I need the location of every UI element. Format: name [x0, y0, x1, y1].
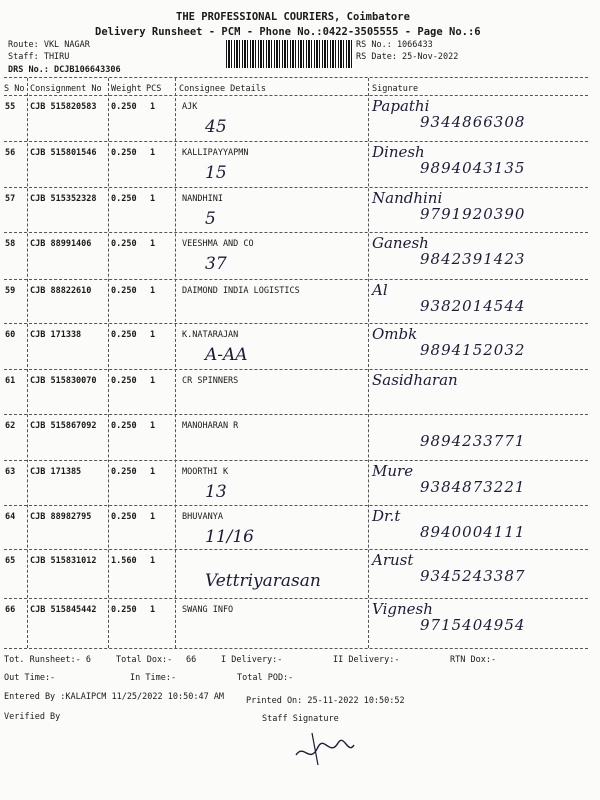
col-header-signature: Signature [372, 84, 419, 94]
row-signature: Nandhini [372, 189, 443, 207]
row-consignment-no: CJB 515831012 [30, 556, 97, 566]
row-phone: 9715404954 [420, 616, 526, 634]
row-phone: 8940004111 [420, 523, 526, 541]
col-header-pcs: PCS [146, 84, 162, 94]
row-consignee: DAIMOND INDIA LOGISTICS [182, 286, 300, 296]
row-handwritten-note: Vettriyarasan [205, 571, 321, 591]
tot-runsheet: Tot. Runsheet:- 6 [4, 655, 91, 665]
row-consignment-no: CJB 515352328 [30, 194, 97, 204]
row-weight: 0.250 [111, 102, 137, 112]
row-signature: Sasidharan [372, 371, 458, 389]
row-consignment-no: CJB 88982795 [30, 512, 92, 522]
row-sno: 55 [5, 102, 16, 112]
row-pcs: 1 [150, 148, 156, 158]
row-consignment-no: CJB 171338 [30, 330, 82, 340]
row-sno: 65 [5, 556, 16, 566]
row-signature: Al [372, 281, 388, 299]
row-pcs: 1 [150, 286, 156, 296]
row-consignment-no: CJB 171385 [30, 467, 82, 477]
row-phone: 9344866308 [420, 113, 526, 131]
table-row [0, 323, 600, 369]
row-consignment-no: CJB 515845442 [30, 605, 97, 615]
row-consignee: KALLIPAYYAPMN [182, 148, 249, 158]
rs-number: RS No.: 1066433 [356, 40, 433, 50]
row-sno: 66 [5, 605, 16, 615]
col-header-sno: S No [4, 84, 25, 94]
row-weight: 0.250 [111, 467, 137, 477]
staff-signature-label: Staff Signature [262, 714, 339, 724]
route-label: Route: VKL NAGAR [8, 40, 90, 50]
row-phone: 9382014544 [420, 297, 526, 315]
table-row [0, 460, 600, 505]
row-weight: 0.250 [111, 239, 137, 249]
col-header-consignment: Consignment No [30, 84, 102, 94]
row-phone: 9894043135 [420, 159, 526, 177]
row-signature: Dinesh [372, 143, 425, 161]
row-phone: 9842391423 [420, 250, 526, 268]
row-pcs: 1 [150, 194, 156, 204]
row-weight: 0.250 [111, 512, 137, 522]
row-phone: 9791920390 [420, 205, 526, 223]
i-delivery-label: I Delivery:- [221, 655, 283, 665]
table-bottom-rule [4, 648, 588, 649]
row-consignment-no: CJB 515801546 [30, 148, 97, 158]
row-pcs: 1 [150, 376, 156, 386]
row-pcs: 1 [150, 467, 156, 477]
entered-by: Entered By :KALAIPCM 11/25/2022 10:50:47 AM [4, 692, 225, 702]
row-consignee: MANOHARAN R [182, 421, 239, 431]
table-row [0, 369, 600, 414]
row-pcs: 1 [150, 556, 156, 566]
row-handwritten-note: 45 [205, 117, 227, 137]
staff-label: Staff: THIRU [8, 52, 70, 62]
in-time-label: In Time:- [130, 673, 177, 683]
table-row [0, 232, 600, 279]
row-handwritten-note: 15 [205, 163, 227, 183]
row-sno: 63 [5, 467, 16, 477]
row-consignment-no: CJB 515830070 [30, 376, 97, 386]
row-sno: 60 [5, 330, 16, 340]
row-weight: 0.250 [111, 330, 137, 340]
row-handwritten-note: 13 [205, 482, 227, 502]
row-pcs: 1 [150, 512, 156, 522]
table-row [0, 95, 600, 141]
row-phone: 9894233771 [420, 432, 526, 450]
row-consignee: K.NATARAJAN [182, 330, 239, 340]
row-signature: Arust [372, 551, 414, 569]
row-weight: 0.250 [111, 605, 137, 615]
row-weight: 1.560 [111, 556, 137, 566]
row-consignee: NANDHINI [182, 194, 223, 204]
row-pcs: 1 [150, 330, 156, 340]
col-header-consignee: Consignee Details [179, 84, 266, 94]
row-phone: 9384873221 [420, 478, 526, 496]
row-weight: 0.250 [111, 194, 137, 204]
table-row [0, 598, 600, 648]
out-time-label: Out Time:- [4, 673, 56, 683]
row-weight: 0.250 [111, 376, 137, 386]
row-weight: 0.250 [111, 421, 137, 431]
table-row [0, 141, 600, 187]
row-handwritten-note: A-AA [205, 345, 248, 365]
row-consignment-no: CJB 515867092 [30, 421, 97, 431]
table-row [0, 187, 600, 232]
row-signature: Ombk [372, 325, 418, 343]
drs-number: DRS No.: DCJB106643306 [8, 65, 121, 75]
row-consignee: MOORTHI K [182, 467, 229, 477]
company-title: THE PROFESSIONAL COURIERS, Coimbatore [176, 11, 410, 23]
row-consignee: AJK [182, 102, 198, 112]
row-sno: 62 [5, 421, 16, 431]
row-sno: 61 [5, 376, 16, 386]
row-signature: Papathi [372, 97, 430, 115]
row-weight: 0.250 [111, 148, 137, 158]
row-sno: 64 [5, 512, 16, 522]
rtn-dox-label: RTN Dox:- [450, 655, 497, 665]
row-handwritten-note: 11/16 [205, 527, 254, 547]
verified-by: Verified By [4, 712, 61, 722]
total-dox-value: 66 [186, 655, 197, 665]
row-sno: 58 [5, 239, 16, 249]
row-pcs: 1 [150, 239, 156, 249]
row-weight: 0.250 [111, 286, 137, 296]
rs-date: RS Date: 25-Nov-2022 [356, 52, 459, 62]
row-consignment-no: CJB 88822610 [30, 286, 92, 296]
row-pcs: 1 [150, 102, 156, 112]
staff-signature-scribble [290, 725, 360, 770]
row-consignment-no: CJB 515820583 [30, 102, 97, 112]
row-handwritten-note: 5 [205, 209, 216, 229]
row-sno: 57 [5, 194, 16, 204]
row-consignment-no: CJB 88991406 [30, 239, 92, 249]
ii-delivery-label: II Delivery:- [333, 655, 400, 665]
row-consignee: VEESHMA AND CO [182, 239, 254, 249]
total-dox-label: Total Dox:- [116, 655, 173, 665]
row-sno: 56 [5, 148, 16, 158]
row-signature: Dr.t [372, 507, 401, 525]
row-pcs: 1 [150, 605, 156, 615]
printed-on: Printed On: 25-11-2022 10:50:52 [246, 696, 405, 706]
row-phone: 9345243387 [420, 567, 526, 585]
barcode-graphic [226, 40, 354, 68]
row-signature: Mure [372, 462, 414, 480]
row-signature: Ganesh [372, 234, 429, 252]
row-signature: Vignesh [372, 600, 433, 618]
row-sno: 59 [5, 286, 16, 296]
table-top-rule [4, 77, 588, 78]
total-pod-label: Total POD:- [237, 673, 294, 683]
row-consignee: BHUVANYA [182, 512, 223, 522]
table-row [0, 414, 600, 460]
table-row [0, 549, 600, 598]
row-consignee: SWANG INFO [182, 605, 234, 615]
table-row [0, 279, 600, 323]
row-pcs: 1 [150, 421, 156, 431]
col-header-weight: Weight [111, 84, 142, 94]
row-phone: 9894152032 [420, 341, 526, 359]
row-handwritten-note: 37 [205, 254, 227, 274]
table-row [0, 505, 600, 549]
runsheet-subtitle: Delivery Runsheet - PCM - Phone No.:0422-3505555 - Page No.:6 [95, 26, 481, 38]
row-consignee: CR SPINNERS [182, 376, 239, 386]
